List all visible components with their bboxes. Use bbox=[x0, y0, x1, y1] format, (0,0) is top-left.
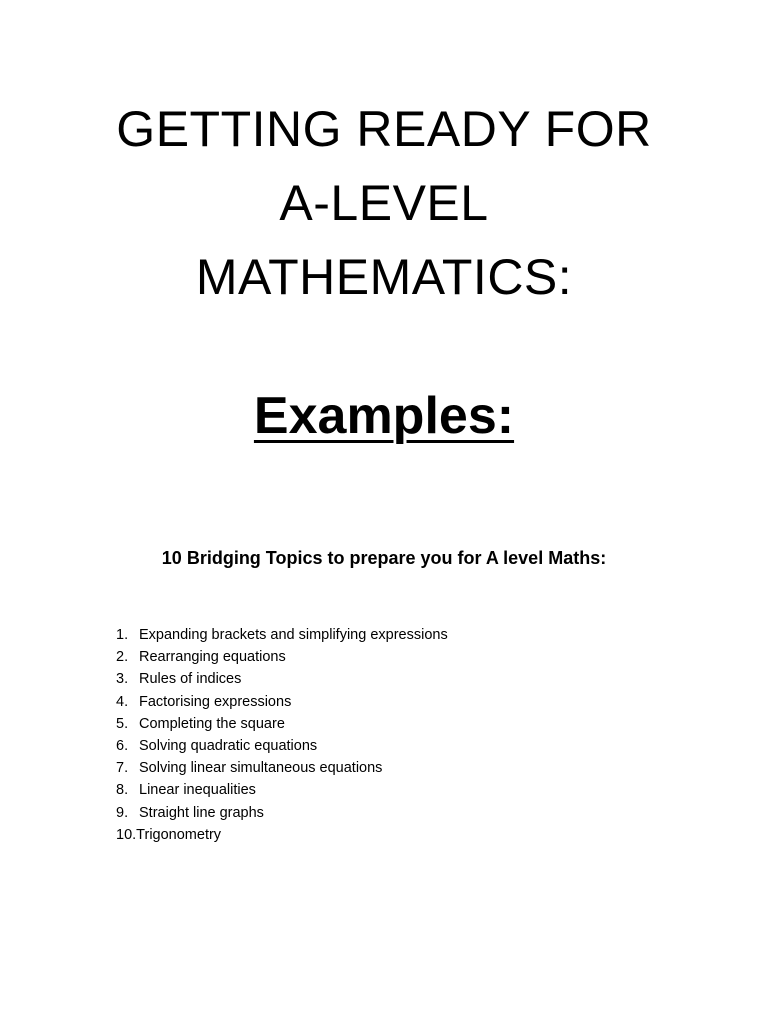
topic-item bbox=[116, 757, 448, 779]
topic-item bbox=[116, 824, 448, 846]
topic-list bbox=[116, 624, 448, 846]
topic-item bbox=[116, 779, 448, 801]
topic-number: 1. bbox=[116, 627, 129, 643]
document-title bbox=[0, 92, 768, 314]
topic-item bbox=[116, 802, 448, 824]
topic-number: 8. bbox=[116, 782, 129, 799]
topic-item bbox=[116, 713, 448, 735]
topic-number: 5. bbox=[116, 715, 129, 732]
topic-number: 2. bbox=[116, 649, 129, 666]
topic-label: Rearranging equations bbox=[139, 649, 286, 666]
topic-label: Trigonometry bbox=[136, 826, 222, 843]
topic-number: 7. bbox=[116, 760, 129, 777]
topic-label: Solving linear simultaneous equations bbox=[139, 760, 383, 777]
topic-number: 4. bbox=[116, 693, 129, 710]
topic-label: Solving quadratic equations bbox=[139, 737, 318, 754]
topic-item bbox=[116, 735, 448, 757]
topic-number: 10. bbox=[116, 826, 137, 843]
topic-number: 3. bbox=[116, 671, 129, 688]
topic-item bbox=[116, 646, 448, 668]
title-line-2: A-LEVEL bbox=[279, 175, 489, 231]
topic-item bbox=[116, 668, 448, 690]
subtitle: 10 Bridging Topics to prepare you for A level Maths: bbox=[161, 548, 607, 568]
topic-label: Straight line graphs bbox=[139, 804, 264, 821]
topic-number: 6. bbox=[116, 737, 129, 754]
topic-item bbox=[116, 624, 448, 646]
title-line-3: MATHEMATICS: bbox=[195, 249, 573, 305]
topic-label: Completing the square bbox=[139, 715, 285, 732]
examples-heading-text: Examples: bbox=[253, 387, 515, 445]
topic-label: Linear inequalities bbox=[139, 782, 256, 799]
topic-label: Factorising expressions bbox=[139, 693, 292, 710]
examples-heading bbox=[0, 386, 768, 446]
topic-item bbox=[116, 691, 448, 713]
topic-label: Rules of indices bbox=[139, 671, 242, 688]
title-line-1: GETTING READY FOR bbox=[116, 101, 652, 157]
topic-number: 9. bbox=[116, 804, 129, 821]
topic-label: Expanding brackets and simplifying expressions bbox=[139, 627, 448, 643]
